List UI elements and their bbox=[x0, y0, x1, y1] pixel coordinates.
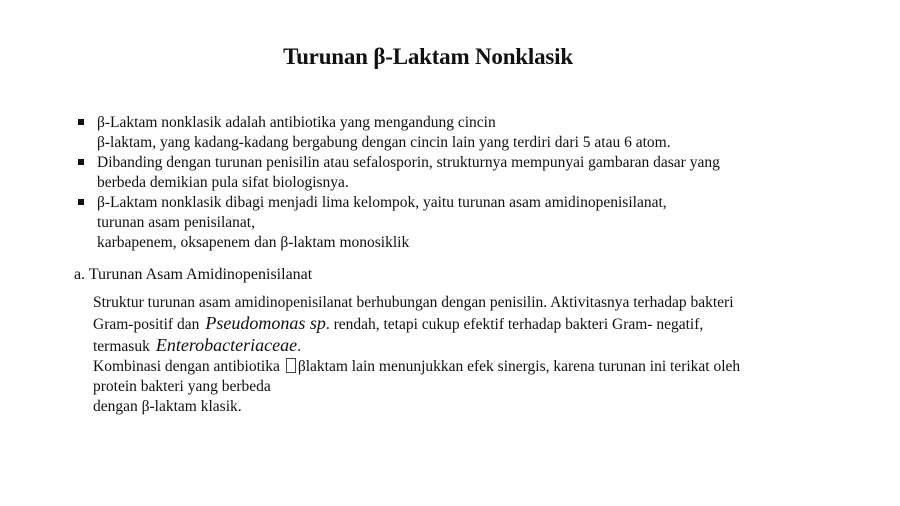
paragraph-line: Struktur turunan asam amidinopenisilanat berhubungan dengan penisilin. Aktivitasnya terhadap bakteri bbox=[93, 294, 734, 311]
bullet-line: Dibanding dengan turunan penisilin atau sefalosporin, strukturnya mempunyai gambaran dasar yang bbox=[97, 154, 720, 171]
bullet-list bbox=[78, 113, 818, 253]
bullet-line: β-Laktam nonklasik dibagi menjadi lima kelompok, yaitu turunan asam amidinopenisilanat, bbox=[97, 194, 667, 211]
bullet-line: berbeda demikian pula sifat biologisnya. bbox=[97, 174, 349, 191]
paragraph-text: Gram-positif dan bbox=[93, 316, 200, 333]
paragraph-text: βlaktam lain menunjukkan efek sinergis, karena turunan ini terikat oleh bbox=[297, 358, 741, 375]
paragraph-text: Kombinasi dengan antibiotika bbox=[93, 358, 280, 375]
square-bullet-icon bbox=[78, 119, 84, 125]
italic-species-name: Pseudomonas sp bbox=[205, 313, 326, 333]
paragraph-text: . bbox=[297, 338, 301, 355]
section-paragraph bbox=[93, 293, 853, 417]
paragraph-text: termasuk bbox=[93, 338, 150, 355]
bullet-item bbox=[78, 193, 818, 253]
paragraph-line: protein bakteri yang berbeda bbox=[93, 378, 271, 395]
section-heading: a. Turunan Asam Amidinopenisilanat bbox=[74, 266, 313, 283]
paragraph-line: dengan β-laktam klasik. bbox=[93, 398, 242, 415]
square-bullet-icon bbox=[78, 199, 84, 205]
bullet-item bbox=[78, 153, 818, 193]
square-bullet-icon bbox=[78, 159, 84, 165]
bullet-line: β-laktam, yang kadang-kadang bergabung dengan cincin lain yang terdiri dari 5 atau 6 atom. bbox=[97, 134, 671, 151]
bullet-item bbox=[78, 113, 818, 153]
bullet-line: β-Laktam nonklasik adalah antibiotika yang mengandung cincin bbox=[97, 114, 496, 131]
italic-family-name: Enterobacteriaceae bbox=[155, 335, 298, 355]
bullet-line: karbapenem, oksapenem dan β-laktam monosiklik bbox=[97, 234, 410, 251]
slide-title: Turunan β-Laktam Nonklasik bbox=[283, 44, 573, 69]
paragraph-text: . rendah, tetapi cukup efektif terhadap bakteri Gram- negatif, bbox=[325, 316, 704, 333]
missing-glyph-icon bbox=[286, 358, 296, 373]
paragraph-line bbox=[93, 335, 853, 357]
paragraph-line bbox=[93, 357, 853, 377]
bullet-line: turunan asam penisilanat, bbox=[97, 214, 255, 231]
paragraph-line bbox=[93, 313, 853, 335]
